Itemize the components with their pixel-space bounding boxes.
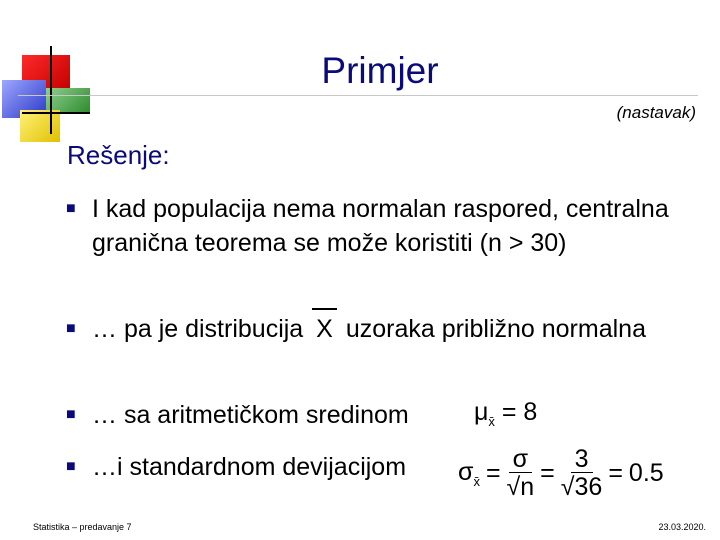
logo-horizontal-line bbox=[22, 112, 90, 114]
fraction-numerator: σ bbox=[509, 446, 532, 473]
title-divider bbox=[18, 95, 698, 96]
mean-equals: = bbox=[501, 398, 517, 426]
bullet-item bbox=[66, 192, 706, 302]
square-bullet-icon: ■ bbox=[66, 458, 76, 475]
square-bullet-icon: ■ bbox=[66, 200, 76, 217]
fraction-denominator: √36 bbox=[560, 473, 603, 501]
square-bullet-icon: ■ bbox=[66, 320, 76, 337]
solution-heading: Rešenje: bbox=[67, 140, 170, 170]
x-bar-symbol: X bbox=[310, 312, 339, 346]
fraction-sigma-sqrt-n bbox=[507, 446, 535, 501]
bullet-text: … sa aritmetičkom sredinom bbox=[92, 401, 409, 429]
fraction-3-sqrt-36 bbox=[561, 446, 603, 501]
fraction-denominator: √n bbox=[506, 473, 535, 501]
bullet-item bbox=[66, 312, 706, 382]
bullet-text: …i standardnom devijacijom bbox=[92, 453, 407, 481]
square-bullet-icon: ■ bbox=[66, 406, 76, 423]
footer-course: Statistika – predavanje 7 bbox=[33, 522, 132, 532]
bullet-text: I kad populacija nema normalan raspored, centralna granična teorema se može koristiti (n > 30) bbox=[92, 195, 669, 257]
mean-value: 8 bbox=[523, 398, 538, 426]
sd-formula: $\sigma_{x̄}$ = $\frac{\sigma}{√n}$ = $\frac{3}{√36}$ = 0.5 bbox=[458, 445, 664, 501]
mean-formula bbox=[474, 398, 537, 429]
sigma-symbol: σ bbox=[458, 458, 474, 486]
footer-date: 23.03.2020. bbox=[658, 522, 706, 532]
bullet-text-after: uzoraka približno normalna bbox=[345, 315, 646, 343]
slide-subtitle: (nastavak) bbox=[616, 103, 696, 122]
fraction-numerator: 3 bbox=[571, 446, 593, 473]
mu-subscript: x̄ bbox=[488, 414, 495, 429]
bullet-text bbox=[92, 312, 692, 346]
sd-result: 0.5 bbox=[628, 459, 664, 487]
sigma-subscript: x̄ bbox=[473, 474, 480, 489]
slide-title: Primjer bbox=[321, 50, 439, 91]
logo-yellow-square bbox=[20, 110, 60, 142]
mu-symbol: μ bbox=[474, 398, 489, 426]
bullet-text-before: … pa je distribucija bbox=[92, 315, 304, 343]
